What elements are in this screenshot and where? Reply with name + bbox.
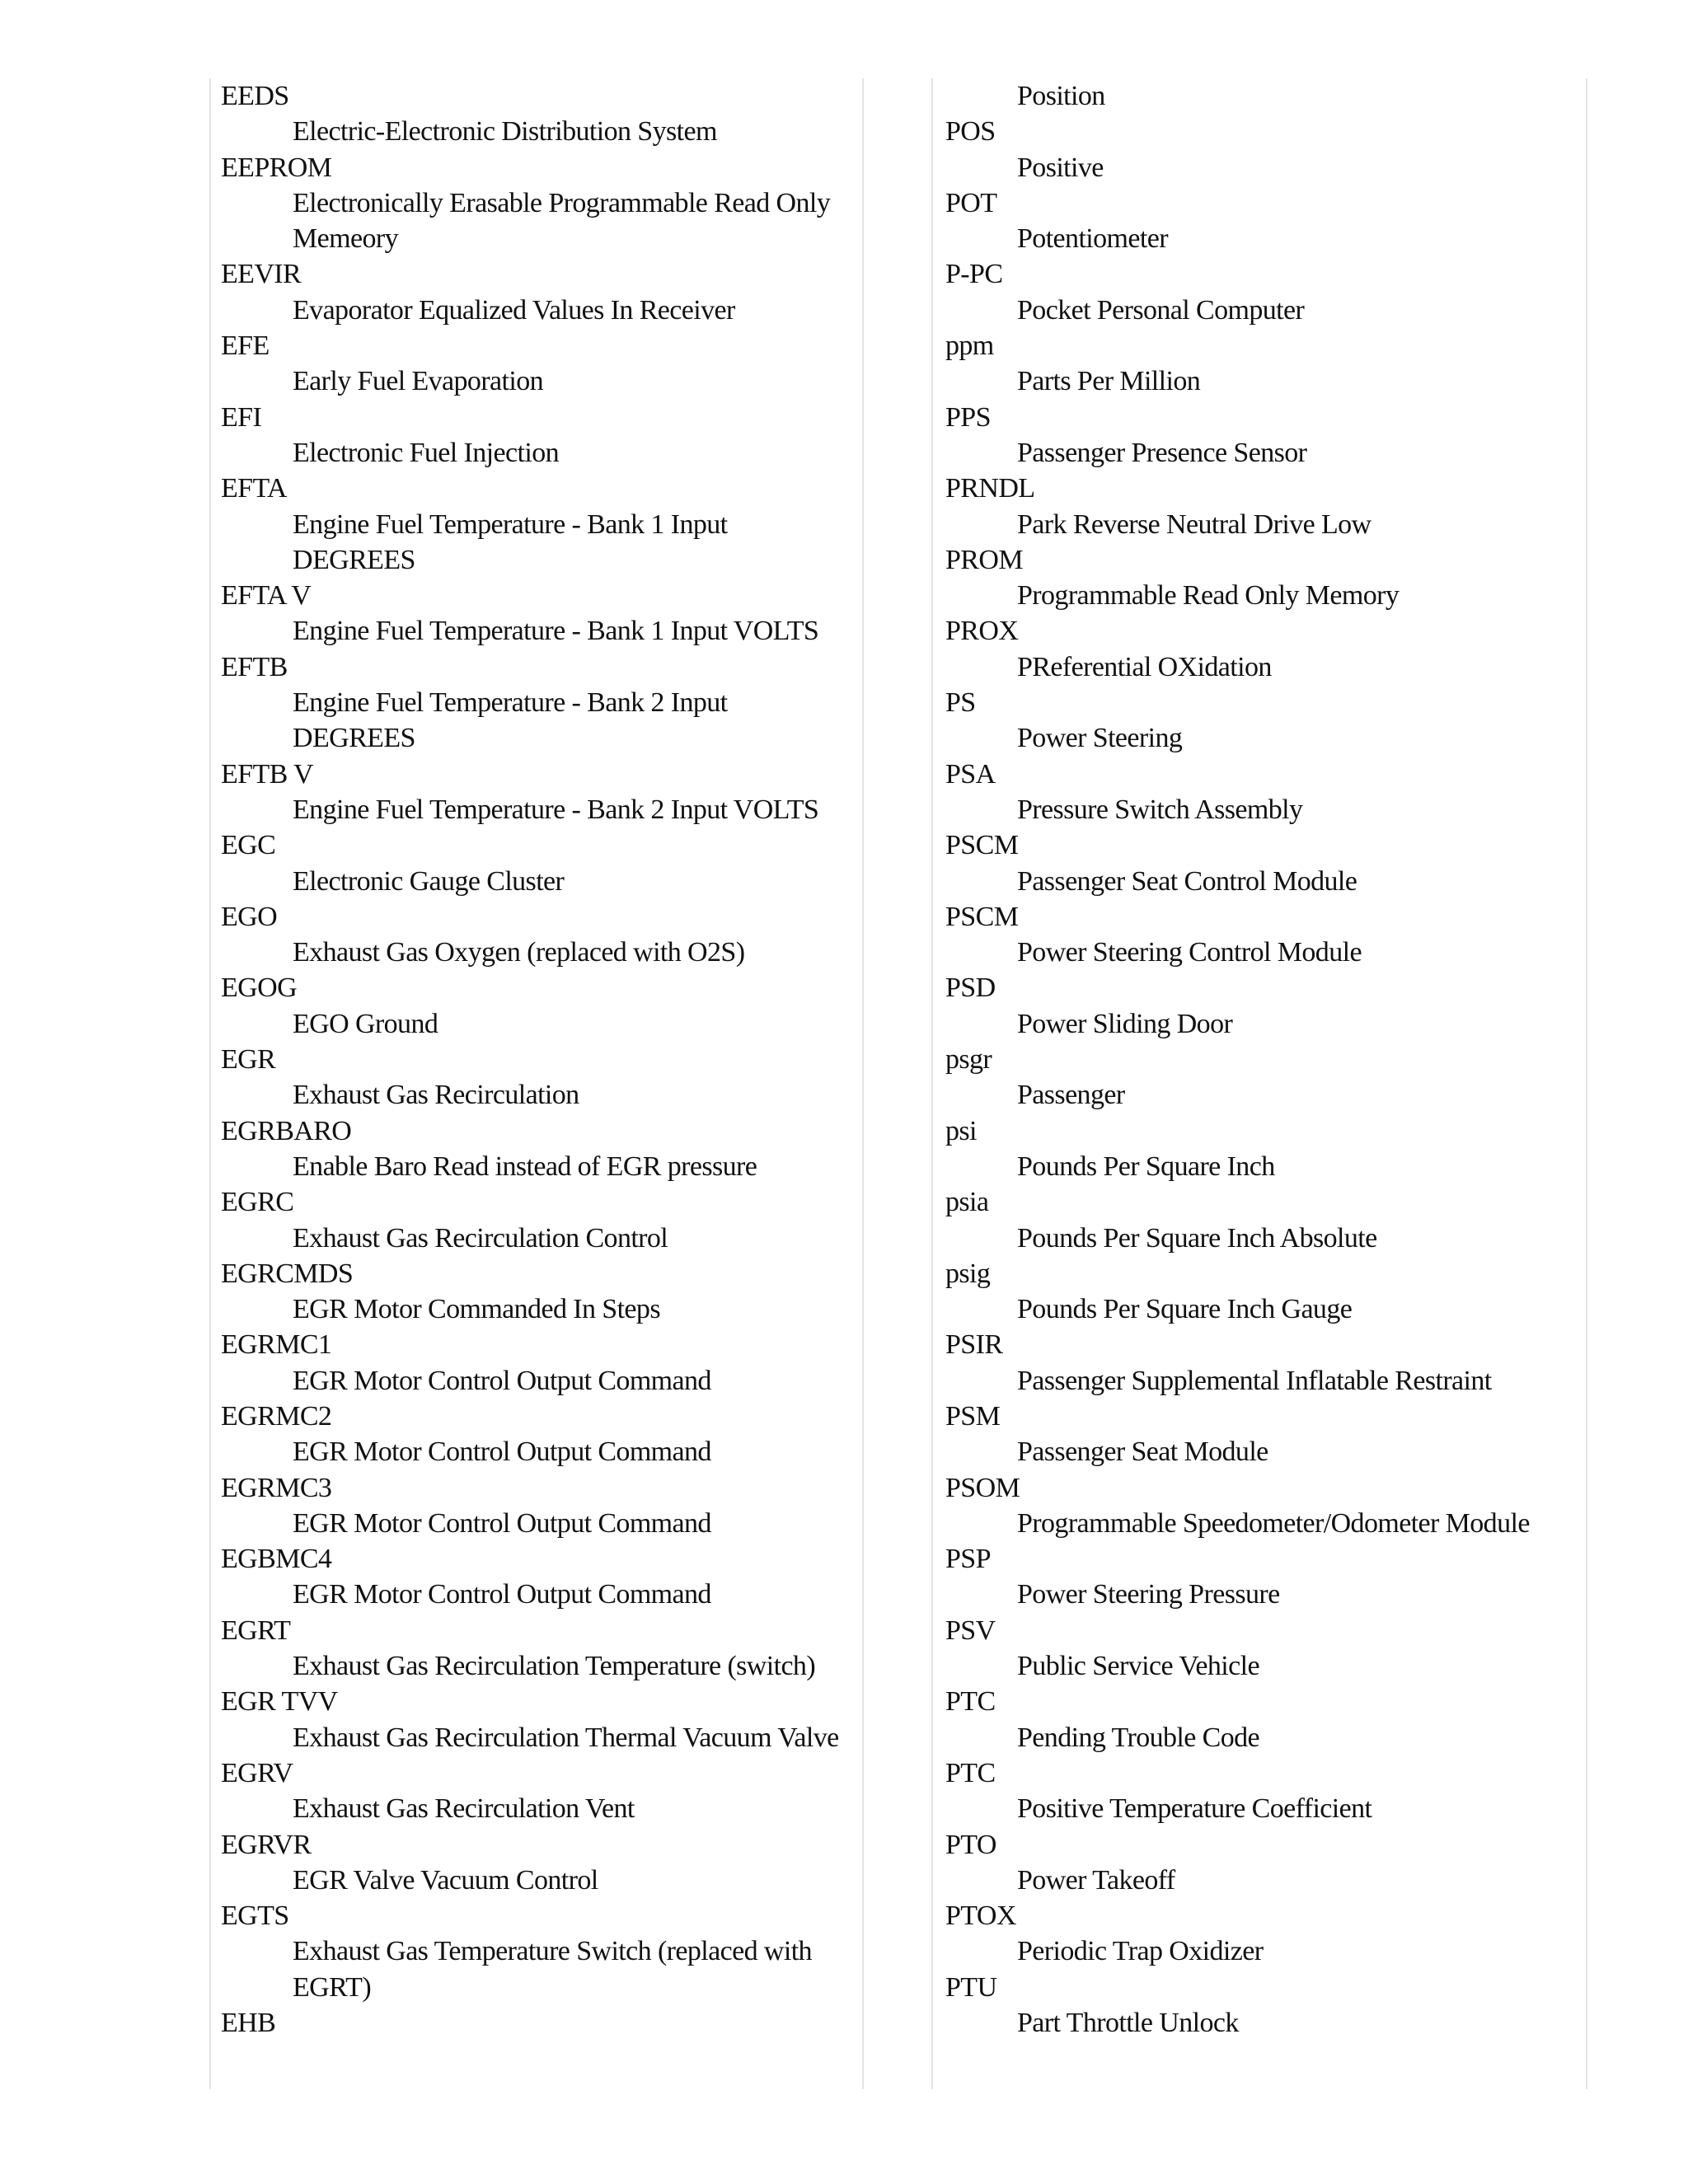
glossary-term: ppm	[945, 330, 994, 362]
glossary-definition: Power Steering	[1017, 723, 1183, 754]
glossary-definition: Engine Fuel Temperature - Bank 1 Input	[293, 509, 728, 540]
glossary-term: POS	[945, 116, 996, 148]
glossary-definition: Exhaust Gas Recirculation Temperature (switch)	[293, 1651, 816, 1682]
glossary-definition: Early Fuel Evaporation	[293, 366, 544, 397]
glossary-term: EGRMC3	[221, 1472, 332, 1503]
column-divider-left-outer	[209, 78, 211, 2089]
glossary-term: EEVIR	[221, 259, 302, 290]
glossary-term: EGO	[221, 901, 278, 932]
glossary-definition: Memeory	[293, 223, 398, 255]
glossary-term: EFE	[221, 330, 270, 362]
glossary-definition: Electronic Fuel Injection	[293, 437, 559, 468]
glossary-term: PSCM	[945, 830, 1019, 861]
glossary-definition: Pounds Per Square Inch Gauge	[1017, 1294, 1353, 1325]
glossary-definition: Parts Per Million	[1017, 366, 1201, 397]
glossary-definition: Passenger	[1017, 1080, 1125, 1111]
glossary-term: EGRMC2	[221, 1400, 332, 1432]
glossary-definition: Exhaust Gas Recirculation Vent	[293, 1793, 635, 1825]
glossary-definition: EGO Ground	[293, 1008, 438, 1039]
glossary-definition: EGR Motor Control Output Command	[293, 1579, 711, 1610]
glossary-definition: Passenger Seat Module	[1017, 1436, 1268, 1468]
glossary-definition: Pounds Per Square Inch Absolute	[1017, 1222, 1377, 1254]
glossary-term: PSP	[945, 1544, 991, 1575]
column-divider-middle-right	[931, 78, 933, 2089]
glossary-definition: Exhaust Gas Oxygen (replaced with O2S)	[293, 937, 745, 968]
glossary-definition: Power Sliding Door	[1017, 1008, 1233, 1039]
glossary-term: EGRT	[221, 1615, 291, 1646]
glossary-definition: EGR Motor Control Output Command	[293, 1436, 711, 1468]
glossary-term: EFTB	[221, 651, 288, 682]
glossary-term: PRNDL	[945, 473, 1035, 504]
glossary-definition: Part Throttle Unlock	[1017, 2008, 1239, 2039]
glossary-term: EGC	[221, 830, 276, 861]
glossary-term: EFTA V	[221, 580, 312, 612]
glossary-term: PSM	[945, 1400, 1001, 1432]
glossary-definition: Positive	[1017, 152, 1104, 183]
glossary-term: psgr	[945, 1044, 992, 1076]
glossary-term: PSOM	[945, 1472, 1020, 1503]
glossary-definition: Exhaust Gas Recirculation	[293, 1080, 579, 1111]
glossary-definition: Electric-Electronic Distribution System	[293, 116, 717, 148]
glossary-definition: Power Steering Pressure	[1017, 1579, 1280, 1610]
glossary-term: EGRMC1	[221, 1329, 332, 1361]
glossary-term: EEPROM	[221, 152, 332, 183]
glossary-definition: Exhaust Gas Recirculation Thermal Vacuum Valve	[293, 1722, 839, 1753]
glossary-definition: DEGREES	[293, 544, 415, 575]
glossary-term: EGRBARO	[221, 1115, 352, 1146]
glossary-term: EGR	[221, 1044, 276, 1076]
glossary-term: PSCM	[945, 901, 1019, 932]
glossary-term: POT	[945, 187, 997, 218]
glossary-definition: Park Reverse Neutral Drive Low	[1017, 509, 1372, 540]
glossary-term: PROM	[945, 544, 1023, 575]
glossary-term: EGTS	[221, 1900, 289, 1932]
glossary-definition: Passenger Seat Control Module	[1017, 865, 1357, 897]
glossary-term: PS	[945, 687, 976, 719]
glossary-term: EFTA	[221, 473, 287, 504]
glossary-term: EEDS	[221, 81, 289, 111]
glossary-definition: Position	[1017, 81, 1105, 111]
glossary-definition: Programmable Speedometer/Odometer Module	[1017, 1507, 1530, 1539]
glossary-definition: Pocket Personal Computer	[1017, 294, 1305, 326]
glossary-definition: EGRT)	[293, 1971, 372, 2003]
glossary-definition: EGR Valve Vacuum Control	[293, 1864, 598, 1896]
glossary-term: PTC	[945, 1757, 996, 1788]
glossary-definition: Public Service Vehicle	[1017, 1651, 1259, 1682]
glossary-term: psi	[945, 1115, 977, 1146]
glossary-definition: Pounds Per Square Inch	[1017, 1151, 1275, 1182]
glossary-term: EGRV	[221, 1757, 293, 1788]
glossary-term: P-PC	[945, 259, 1003, 290]
glossary-term: EFI	[221, 401, 262, 433]
glossary-term: PTO	[945, 1829, 996, 1860]
glossary-term: PPS	[945, 401, 991, 433]
glossary-definition: Electronically Erasable Programmable Read Only	[293, 187, 831, 218]
glossary-definition: DEGREES	[293, 723, 415, 754]
glossary-definition: Power Steering Control Module	[1017, 937, 1362, 968]
glossary-term: EFTB V	[221, 758, 313, 790]
glossary-definition: Passenger Supplemental Inflatable Restraint	[1017, 1365, 1492, 1396]
glossary-term: PSD	[945, 972, 996, 1004]
glossary-term: EGBMC4	[221, 1544, 332, 1575]
glossary-term: PSA	[945, 758, 996, 790]
glossary-term: PSIR	[945, 1329, 1003, 1361]
glossary-definition: Potentiometer	[1017, 223, 1168, 255]
glossary-term: EGRVR	[221, 1829, 312, 1860]
glossary-definition: Passenger Presence Sensor	[1017, 437, 1307, 468]
glossary-term: PSV	[945, 1615, 996, 1646]
glossary-term: EHB	[221, 2008, 276, 2039]
glossary-term: PTOX	[945, 1900, 1016, 1932]
glossary-column-left	[221, 78, 864, 2041]
glossary-definition: PReferential OXidation	[1017, 651, 1272, 682]
glossary-definition: Enable Baro Read instead of EGR pressure	[293, 1151, 757, 1182]
glossary-term: PTU	[945, 1971, 997, 2003]
glossary-definition: Power Takeoff	[1017, 1864, 1175, 1896]
glossary-definition: Engine Fuel Temperature - Bank 1 Input VOLTS	[293, 616, 819, 647]
glossary-term: EGOG	[221, 972, 298, 1004]
glossary-definition: Engine Fuel Temperature - Bank 2 Input VOLTS	[293, 794, 819, 825]
glossary-definition: Engine Fuel Temperature - Bank 2 Input	[293, 687, 728, 719]
glossary-column-right	[945, 78, 1572, 2041]
glossary-definition: EGR Motor Commanded In Steps	[293, 1294, 660, 1325]
glossary-definition: Pending Trouble Code	[1017, 1722, 1260, 1753]
glossary-term: PROX	[945, 616, 1019, 647]
glossary-definition: Electronic Gauge Cluster	[293, 865, 565, 897]
glossary-definition: Pressure Switch Assembly	[1017, 794, 1303, 825]
glossary-term: EGR TVV	[221, 1686, 338, 1718]
glossary-definition: Programmable Read Only Memory	[1017, 580, 1400, 612]
column-divider-right-outer	[1586, 78, 1587, 2089]
glossary-definition: Periodic Trap Oxidizer	[1017, 1936, 1264, 1967]
glossary-term: PTC	[945, 1686, 996, 1718]
glossary-definition: Evaporator Equalized Values In Receiver	[293, 294, 735, 326]
glossary-definition: Exhaust Gas Temperature Switch (replaced with	[293, 1936, 812, 1967]
glossary-term: psig	[945, 1258, 991, 1289]
glossary-definition: Exhaust Gas Recirculation Control	[293, 1222, 668, 1254]
glossary-term: EGRCMDS	[221, 1258, 354, 1289]
glossary-definition: Positive Temperature Coefficient	[1017, 1793, 1372, 1825]
glossary-definition: EGR Motor Control Output Command	[293, 1365, 711, 1396]
glossary-definition: EGR Motor Control Output Command	[293, 1507, 711, 1539]
glossary-term: psia	[945, 1187, 989, 1218]
glossary-term: EGRC	[221, 1187, 294, 1218]
